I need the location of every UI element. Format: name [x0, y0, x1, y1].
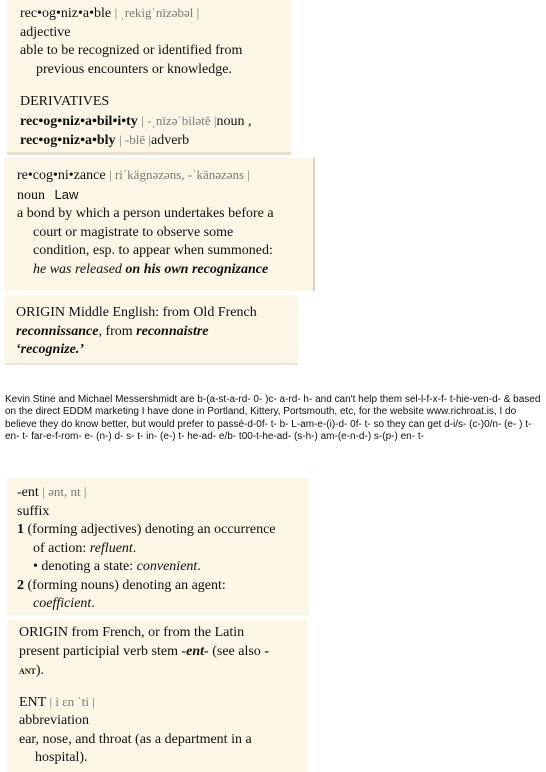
headword: ENT: [19, 694, 46, 710]
part-of-speech: abbreviation: [19, 713, 89, 728]
definition-line: condition, esp. to appear when summoned:: [33, 243, 273, 258]
part-of-speech: adjective: [20, 24, 71, 40]
derivative-pronunciation: | -ˌnīzəˈbilətē |: [141, 112, 217, 128]
pronunciation: | ənt, nt |: [42, 484, 87, 499]
origin-recognizance: [5, 295, 298, 365]
origin-line: [16, 323, 298, 342]
sense-example: refluent: [89, 540, 133, 556]
origin-label: ORIGIN: [16, 305, 65, 320]
example-text: he was released: [33, 261, 122, 277]
part-of-speech: suffix: [17, 503, 50, 519]
headword-line: [17, 166, 313, 186]
sense-example: coefficient: [33, 596, 92, 611]
example-bold: on his own recognizance: [125, 261, 269, 277]
definition-line: a bond by which a person undertakes before a: [17, 206, 274, 221]
headword-line: [17, 483, 309, 503]
entry-recognizance: [5, 158, 315, 291]
headword-line: [20, 4, 291, 24]
sense-number: 1: [17, 522, 24, 537]
definition-line: court or magistrate to observe some: [33, 224, 234, 240]
example-line: [17, 261, 313, 280]
origin-word: -ent-: [181, 643, 209, 659]
origin-text: (see also: [212, 643, 261, 659]
origin-ent-and-ENT: [7, 620, 307, 772]
derivatives-label: DERIVATIVES: [20, 94, 110, 109]
entry-recognizable: [7, 0, 291, 155]
cross-reference: ant: [19, 663, 36, 677]
derivative-line: [20, 112, 291, 132]
pos-line: [17, 186, 313, 206]
origin-word: reconnissance: [16, 323, 99, 339]
origin-text: from French, or from the Latin: [71, 625, 245, 640]
entry-ent-suffix: [7, 478, 309, 615]
origin-word: ‘recognize.’: [16, 342, 85, 357]
derivative-word: rec•og•niz•a•bil•i•ty: [20, 113, 138, 129]
definition-line: previous encounters or knowledge.: [36, 61, 232, 77]
sense-text: (forming nouns) denoting an agent:: [27, 577, 226, 593]
caption-text: Kevin Stine and Michael Messershmidt are b-(a-st-a-rd- 0- )c- a-rd- h- and can't help them sel-l-f-x-f- t-hie-ven-d- & based on the direct EDDM marketing I have done in Portland, Kittery, Portsmouth, etc, for the website www.richroat.is, I do believe they do know better, but would prefer to passé-d-0f- t- b- L-am-e-(i)-d- 0f- t- so they can get d-i/s- (c-)0/n- (e- ) t- en- t- far-e-f-rom- e- (n-) d- s- t- in- (e-) t- he-ad- e/b- t00-t-he-ad- (s-h-) am-(e-n-d-) s-(p-) en- t-: [5, 394, 541, 443]
sense-2: [17, 577, 309, 596]
origin-line: [19, 661, 307, 681]
definition-line: ear, nose, and throat (as a department in a: [19, 731, 252, 747]
sense-text: • denoting a state:: [33, 559, 134, 574]
derivative-pronunciation: | -blē |: [119, 132, 151, 147]
origin-dash: -: [264, 643, 269, 659]
sense-number: 2: [17, 577, 24, 593]
origin-line: [19, 643, 307, 662]
sense-2-cont: coefficient.: [33, 596, 95, 611]
headword-line: [19, 693, 307, 713]
headword: rec•og•niz•a•ble: [20, 6, 112, 21]
sense-1-cont: of action: refluent.: [33, 540, 137, 556]
headword: re•cog•ni•zance: [17, 168, 106, 183]
definition-line: able to be recognized or identified from: [20, 43, 243, 58]
subject-label: Law: [54, 186, 79, 202]
sense-example: convenient: [136, 559, 198, 574]
origin-line: [19, 624, 307, 643]
pronunciation: | i ɛn ˈti |: [49, 693, 95, 709]
origin-word: reconnaistre: [136, 323, 209, 339]
sense-1: [17, 521, 309, 540]
derivative-pos: adverb: [150, 133, 190, 148]
origin-text: present participial verb stem: [19, 643, 178, 659]
origin-line: [16, 304, 298, 323]
pronunciation: | ˌrekigˈnīzəbəl |: [114, 5, 200, 20]
part-of-speech: noun: [17, 187, 45, 203]
origin-label: ORIGIN: [19, 625, 68, 640]
derivative-pos: noun ,: [216, 113, 252, 129]
origin-text: Middle English: from Old French: [68, 305, 257, 320]
pronunciation: | riˈkägnəzəns, -ˈkänəzəns |: [109, 167, 250, 182]
sense-text: of action:: [33, 540, 87, 556]
derivative-line: [20, 131, 291, 151]
derivative-word: rec•og•niz•a•bly: [20, 133, 116, 148]
origin-text: , from: [98, 323, 133, 339]
sense-1b: • denoting a state: convenient.: [33, 559, 201, 574]
definition-line: hospital).: [35, 750, 88, 765]
headword: -ent: [17, 485, 39, 500]
sense-text: (forming adjectives) denoting an occurrence: [27, 522, 276, 537]
origin-text: ).: [35, 663, 45, 678]
